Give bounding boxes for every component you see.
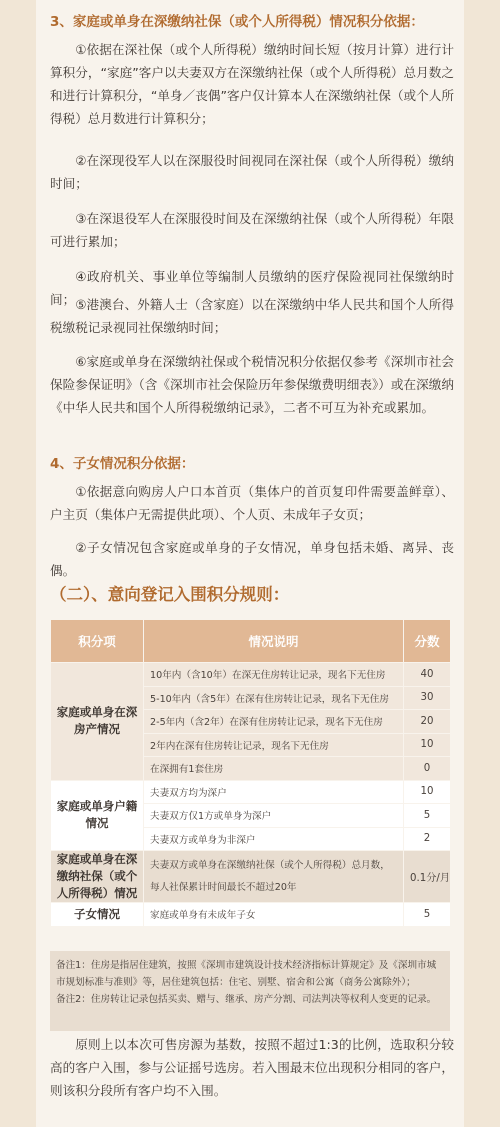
category-hukou: 家庭或单身户籍情况 (51, 780, 144, 851)
row-desc: 10年内（含10年）在深无住房转让记录，现名下无住房 (144, 663, 404, 687)
row-desc: 2-5年内（含2年）在深有住房转让记录，现名下无住房 (144, 710, 404, 734)
section3-item-6: ⑥家庭或单身在深缴纳社保或个税情况积分依据仅参考《深圳市社会保险参保证明》（含《深圳市社会保险历年参保缴费明细表》）或在深缴纳《中华人民共和国个人所得税缴纳记录》，二者不可互为补充或累加。 (50, 354, 454, 415)
section4-title: 4、子女情况积分依据： (50, 456, 195, 472)
row-desc: 夫妻双方均为深户 (144, 780, 404, 804)
section3-item-3: ③在深退役军人在深服役时间及在深缴纳社保（或个人所得税）年限可进行累加； (50, 211, 454, 249)
rules-title: （二）、意向登记入围积分规则： (50, 585, 290, 604)
table-header-row (51, 620, 451, 663)
category-children: 子女情况 (51, 903, 144, 927)
row-desc: 夫妻双方或单身在深缴纳社保（或个人所得税）总月数，每人社保累计时间最长不超过20年 (144, 851, 404, 903)
row-score: 5 (404, 903, 451, 927)
closing-paragraph: 原则上以本次可售房源为基数，按照不超过1:3的比例，选取积分较高的客户入围，参与公证摇号选房。若入围最末位出现积分相同的客户，则该积分段所有客户均不入围。 (50, 1037, 454, 1098)
header-score: 分数 (404, 620, 451, 663)
section3-item-1: ①依据在深社保（或个人所得税）缴纳时间长短（按月计算）进行计算积分，“家庭”客户以夫妻双方在深缴纳社保（或个人所得税）总月数之和进行计算积分，“单身／丧偶”客户仅计算本人在深缴纳社保（或个人所得税）总月数进行计算积分； (50, 42, 454, 126)
row-desc: 夫妻双方或单身为非深户 (144, 827, 404, 851)
category-property: 家庭或单身在深房产情况 (51, 663, 144, 781)
score-table (50, 619, 451, 927)
row-score: 0.1分/月 (404, 851, 451, 903)
row-desc: 家庭或单身有未成年子女 (144, 903, 404, 927)
row-score: 10 (404, 733, 451, 757)
row-score: 10 (404, 780, 451, 804)
group-property (51, 663, 451, 781)
note-1: 备注1：住房是指居住建筑，按照《深圳市建筑设计技术经济指标计算规定》及《深圳市城市规划标准与准则》等，居住建筑包括：住宅、别墅、宿舍和公寓（商务公寓除外）； (56, 960, 437, 988)
note-2: 备注2：住房转让记录包括买卖、赠与、继承、房产分割、司法判决等权利人变更的记录。 (56, 994, 437, 1005)
table-notes (50, 951, 450, 1031)
row-desc: 夫妻双方仅1方或单身为深户 (144, 804, 404, 828)
row-desc: 在深拥有1套住房 (144, 757, 404, 781)
header-item: 积分项 (51, 620, 144, 663)
row-desc: 2年内在深有住房转让记录，现名下无住房 (144, 733, 404, 757)
table-row (51, 780, 451, 804)
row-score: 40 (404, 663, 451, 687)
row-score: 5 (404, 804, 451, 828)
group-hukou (51, 780, 451, 851)
group-social-security (51, 851, 451, 903)
table-row (51, 663, 451, 687)
section3-item-5: ⑤港澳台、外籍人士（含家庭）以在深缴纳中华人民共和国个人所得税缴税记录视同社保缴纳时间； (50, 297, 454, 335)
section3-item-2: ②在深现役军人以在深服役时间视同在深社保（或个人所得税）缴纳时间； (50, 153, 454, 191)
row-desc: 5-10年内（含5年）在深有住房转让记录，现名下无住房 (144, 686, 404, 710)
row-score: 20 (404, 710, 451, 734)
section4-item-2: ②子女情况包含家庭或单身的子女情况，单身包括未婚、离异、丧偶。 (50, 540, 454, 578)
group-children (51, 903, 451, 927)
row-score: 0 (404, 757, 451, 781)
table-row (51, 903, 451, 927)
section3-title: 3、家庭或单身在深缴纳社保（或个人所得税）情况积分依据： (50, 14, 424, 30)
section4-item-1: ①依据意向购房人户口本首页（集体户的首页复印件需要盖鲜章）、户主页（集体户无需提供此项）、个人页、未成年子女页； (50, 484, 454, 522)
row-score: 2 (404, 827, 451, 851)
category-social-security: 家庭或单身在深缴纳社保（或个人所得税）情况 (51, 851, 144, 903)
section3-item-4: ④政府机关、事业单位等编制人员缴纳的医疗保险视同社保缴纳时间； (50, 269, 454, 307)
row-score: 30 (404, 686, 451, 710)
header-desc: 情况说明 (144, 620, 404, 663)
table-row (51, 851, 451, 903)
